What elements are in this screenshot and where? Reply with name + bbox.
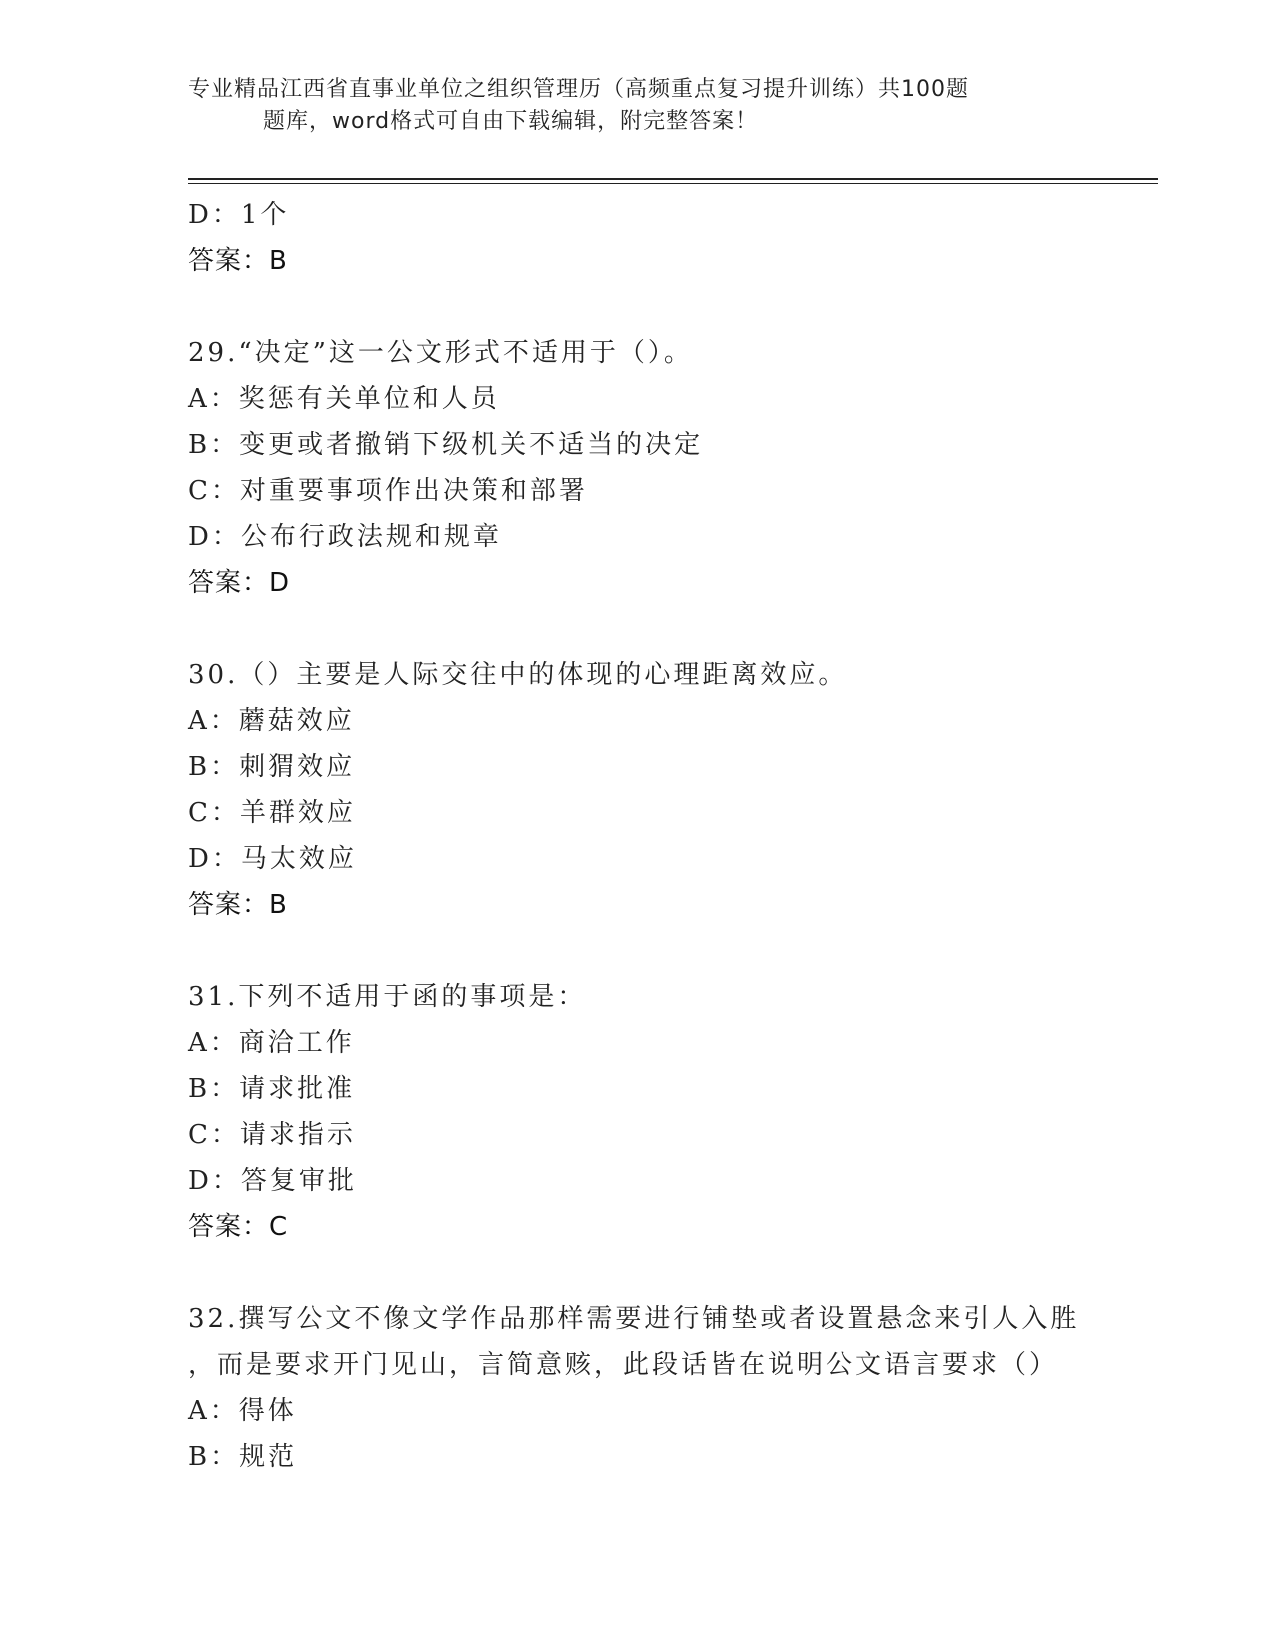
- question-30: [188, 652, 1088, 928]
- option-c: C：羊群效应: [188, 798, 356, 828]
- question-31: [188, 974, 1088, 1250]
- option-a: A：奖惩有关单位和人员: [188, 384, 500, 414]
- question-list: [188, 192, 1088, 1480]
- option-b: B：请求批准: [188, 1074, 356, 1104]
- answer-line: 答案：C: [188, 1212, 289, 1242]
- answer-line: 答案：B: [188, 246, 288, 276]
- option-d: D：马太效应: [188, 844, 357, 874]
- spacer: [188, 1250, 1088, 1296]
- question-text-line2: ，而是要求开门见山，言简意赅，此段话皆在说明公文语言要求（）: [188, 1350, 1059, 1380]
- question-text: 30.（）主要是人际交往中的体现的心理距离效应。: [188, 660, 848, 690]
- option-b: B：变更或者撤销下级机关不适当的决定: [188, 430, 704, 460]
- question-29: [188, 330, 1088, 606]
- leading-fragment: [188, 192, 1088, 284]
- question-32: [188, 1296, 1088, 1480]
- option-c: C：对重要事项作出决策和部署: [188, 476, 588, 506]
- option-a: A：商洽工作: [188, 1028, 355, 1058]
- option-d: D：1个: [188, 200, 290, 230]
- option-d: D：公布行政法规和规章: [188, 522, 502, 552]
- question-text: 29.“决定”这一公文形式不适用于（）。: [188, 338, 693, 368]
- spacer: [188, 606, 1088, 652]
- header-title-line1: 专业精品江西省直事业单位之组织管理历（高频重点复习提升训练）共100题: [188, 77, 969, 102]
- page-header: [188, 74, 1068, 138]
- header-rule-thick: [188, 178, 1158, 180]
- header-rule-thin: [188, 183, 1158, 184]
- spacer: [188, 284, 1088, 330]
- header-title-line2: 题库，word格式可自由下载编辑，附完整答案！: [263, 109, 759, 134]
- option-a: A：得体: [188, 1396, 297, 1426]
- option-b: B：刺猬效应: [188, 752, 356, 782]
- option-d: D：答复审批: [188, 1166, 357, 1196]
- spacer: [188, 928, 1088, 974]
- option-c: C：请求指示: [188, 1120, 356, 1150]
- option-b: B：规范: [188, 1442, 298, 1472]
- answer-line: 答案：B: [188, 890, 288, 920]
- question-text: 31.下列不适用于函的事项是：: [188, 982, 587, 1012]
- option-a: A：蘑菇效应: [188, 706, 355, 736]
- answer-line: 答案：D: [188, 568, 291, 598]
- question-text-line1: 32.撰写公文不像文学作品那样需要进行铺垫或者设置悬念来引人入胜: [188, 1304, 1080, 1334]
